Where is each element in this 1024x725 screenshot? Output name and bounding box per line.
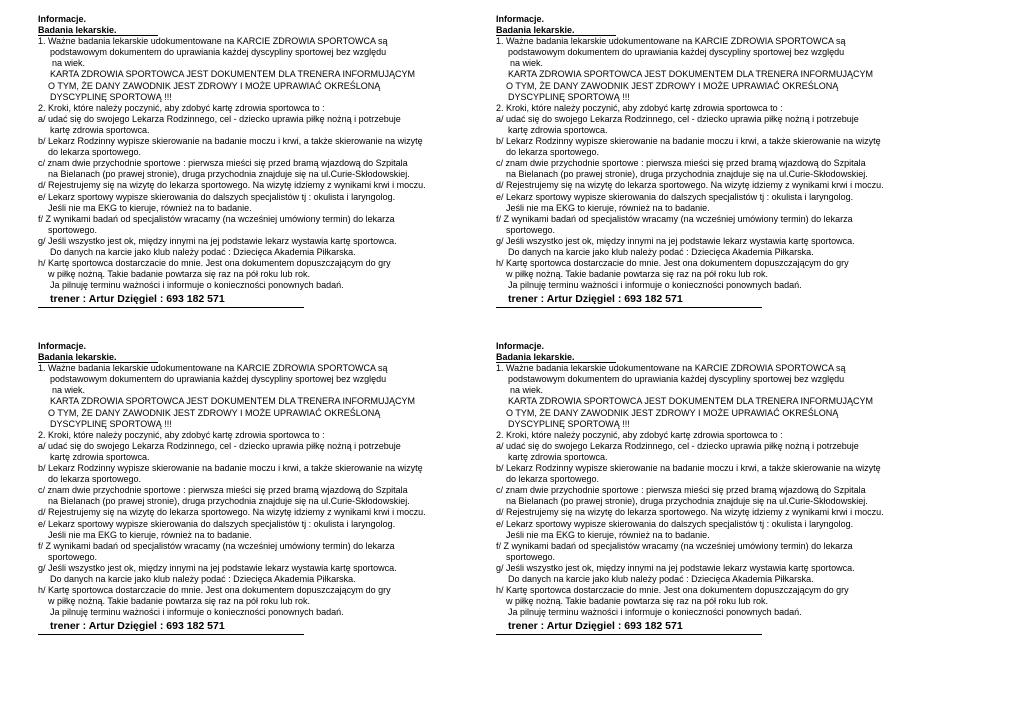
doc-line: w piłkę nożną. Takie badanie powtarza się raz na pół roku lub rok. — [506, 269, 768, 280]
doc-line: na Bielanach (po prawej stronie), druga przychodnia znajduje się na ul.Curie-Skłodowskiej. — [48, 169, 410, 180]
doc-line: w piłkę nożną. Takie badanie powtarza się raz na pół roku lub rok. — [48, 596, 310, 607]
doc-line: Ja pilnuję terminu ważności i informuje o konieczności ponownych badań. — [50, 607, 344, 618]
doc-line: O TYM, ŻE DANY ZAWODNIK JEST ZDROWY I MOŻE UPRAWIAĆ OKREŚLONĄ — [48, 407, 381, 418]
doc-line: na Bielanach (po prawej stronie), druga przychodnia znajduje się na ul.Curie-Skłodowskiej. — [506, 496, 868, 507]
doc-line: h/ Kartę sportowca dostarczacie do mnie. Jest ona dokumentem dopuszczającym do gry — [38, 585, 391, 596]
doc-subtitle: Badania lekarskie. — [38, 352, 158, 363]
doc-line: h/ Kartę sportowca dostarczacie do mnie. Jest ona dokumentem dopuszczającym do gry — [496, 585, 849, 596]
doc-line: na wiek. — [510, 385, 544, 396]
doc-line: sportowego. — [48, 224, 98, 235]
doc-line: sportowego. — [506, 551, 556, 562]
doc-line: na Bielanach (po prawej stronie), druga przychodnia znajduje się na ul.Curie-Skłodowskiej. — [506, 169, 868, 180]
doc-line: podstawowym dokumentem do uprawiania każdej dyscypliny sportowej bez względu — [50, 374, 387, 385]
doc-line: g/ Jeśli wszystko jest ok, między innymi na jej podstawie lekarz wystawia kartę sportowca. — [496, 235, 855, 246]
doc-line: sportowego. — [506, 224, 556, 235]
doc-title: Informacje. — [496, 341, 545, 351]
doc-line: DYSCYPLINĘ SPORTOWĄ !!! — [50, 418, 172, 429]
doc-line: d/ Rejestrujemy się na wizytę do lekarza sportowego. Na wizytę idziemy z wynikami krwi i moczu. — [496, 180, 884, 191]
doc-line: DYSCYPLINĘ SPORTOWĄ !!! — [508, 91, 630, 102]
trener-contact: trener : Artur Dzięgiel : 693 182 571 — [50, 620, 225, 633]
doc-line: f/ Z wynikami badań od specjalistów wracamy (na wcześniej umówiony termin) do lekarza — [496, 213, 853, 224]
doc-line: do lekarza sportowego. — [506, 474, 600, 485]
doc-line: Ja pilnuję terminu ważności i informuje o konieczności ponownych badań. — [508, 607, 802, 618]
doc-line: podstawowym dokumentem do uprawiania każdej dyscypliny sportowej bez względu — [508, 374, 845, 385]
doc-line: 1. Ważne badania lekarskie udokumentowane na KARCIE ZDROWIA SPORTOWCA są — [38, 363, 388, 374]
doc-line: Do danych na karcie jako klub należy podać : Dziecięca Akademia Piłkarska. — [508, 246, 814, 257]
doc-line: 1. Ważne badania lekarskie udokumentowane na KARCIE ZDROWIA SPORTOWCA są — [38, 36, 388, 47]
doc-line: e/ Lekarz sportowy wypisze skierowania do dalszych specjalistów tj : okulista i laryngolog. — [38, 518, 396, 529]
info-block-top-left — [38, 14, 488, 308]
doc-line: DYSCYPLINĘ SPORTOWĄ !!! — [508, 418, 630, 429]
trener-contact: trener : Artur Dzięgiel : 693 182 571 — [508, 293, 683, 306]
doc-line: w piłkę nożną. Takie badanie powtarza się raz na pół roku lub rok. — [48, 269, 310, 280]
doc-line: Jeśli nie ma EKG to kieruje, również na to badanie. — [48, 529, 252, 540]
doc-line: a/ udać się do swojego Lekarza Rodzinnego, cel - dziecko uprawia piłkę nożną i potrzebuje — [38, 113, 401, 124]
doc-subtitle: Badania lekarskie. — [38, 25, 158, 36]
trener-contact: trener : Artur Dzięgiel : 693 182 571 — [508, 620, 683, 633]
doc-line: h/ Kartę sportowca dostarczacie do mnie. Jest ona dokumentem dopuszczającym do gry — [496, 258, 849, 269]
doc-line: na Bielanach (po prawej stronie), druga przychodnia znajduje się na ul.Curie-Skłodowskiej. — [48, 496, 410, 507]
doc-line: Do danych na karcie jako klub należy podać : Dziecięca Akademia Piłkarska. — [50, 246, 356, 257]
doc-line: sportowego. — [48, 551, 98, 562]
doc-line: Ja pilnuję terminu ważności i informuje o konieczności ponownych badań. — [508, 280, 802, 291]
doc-line: O TYM, ŻE DANY ZAWODNIK JEST ZDROWY I MOŻE UPRAWIAĆ OKREŚLONĄ — [506, 407, 839, 418]
doc-line: d/ Rejestrujemy się na wizytę do lekarza sportowego. Na wizytę idziemy z wynikami krwi i moczu. — [496, 507, 884, 518]
doc-line: g/ Jeśli wszystko jest ok, między innymi na jej podstawie lekarz wystawia kartę sportowca. — [38, 562, 397, 573]
doc-line: 2. Kroki, które należy poczynić, aby zdobyć kartę zdrowia sportowca to : — [38, 102, 325, 113]
doc-line: na wiek. — [52, 385, 86, 396]
doc-line: a/ udać się do swojego Lekarza Rodzinnego, cel - dziecko uprawia piłkę nożną i potrzebuje — [496, 113, 859, 124]
doc-line: 1. Ważne badania lekarskie udokumentowane na KARCIE ZDROWIA SPORTOWCA są — [496, 36, 846, 47]
doc-line: 1. Ważne badania lekarskie udokumentowane na KARCIE ZDROWIA SPORTOWCA są — [496, 363, 846, 374]
doc-title: Informacje. — [38, 14, 87, 24]
doc-line: na wiek. — [510, 58, 544, 69]
doc-line: 2. Kroki, które należy poczynić, aby zdobyć kartę zdrowia sportowca to : — [496, 102, 783, 113]
doc-line: KARTA ZDROWIA SPORTOWCA JEST DOKUMENTEM DLA TRENERA INFORMUJĄCYM — [50, 396, 416, 407]
doc-line: f/ Z wynikami badań od specjalistów wracamy (na wcześniej umówiony termin) do lekarza — [496, 540, 853, 551]
doc-line: c/ znam dwie przychodnie sportowe : pierwsza mieści się przed bramą wjazdową do Szpitala — [38, 485, 408, 496]
divider-line — [38, 634, 304, 635]
doc-line: 2. Kroki, które należy poczynić, aby zdobyć kartę zdrowia sportowca to : — [496, 429, 783, 440]
doc-line: e/ Lekarz sportowy wypisze skierowania do dalszych specjalistów tj : okulista i laryngolog. — [496, 191, 854, 202]
doc-line: DYSCYPLINĘ SPORTOWĄ !!! — [50, 91, 172, 102]
info-block-bottom-left — [38, 341, 488, 635]
doc-line: do lekarza sportowego. — [506, 147, 600, 158]
doc-line: b/ Lekarz Rodzinny wypisze skierowanie na badanie moczu i krwi, a także skierowanie na wizytę — [496, 136, 881, 147]
doc-line: kartę zdrowia sportowca. — [508, 451, 608, 462]
doc-line: b/ Lekarz Rodzinny wypisze skierowanie na badanie moczu i krwi, a także skierowanie na wizytę — [38, 463, 423, 474]
doc-line: kartę zdrowia sportowca. — [50, 124, 150, 135]
doc-line: KARTA ZDROWIA SPORTOWCA JEST DOKUMENTEM DLA TRENERA INFORMUJĄCYM — [508, 69, 874, 80]
divider-line — [496, 634, 762, 635]
doc-line: podstawowym dokumentem do uprawiania każdej dyscypliny sportowej bez względu — [50, 47, 387, 58]
doc-subtitle: Badania lekarskie. — [496, 25, 616, 36]
doc-subtitle: Badania lekarskie. — [496, 352, 616, 363]
doc-line: Do danych na karcie jako klub należy podać : Dziecięca Akademia Piłkarska. — [50, 573, 356, 584]
doc-line: a/ udać się do swojego Lekarza Rodzinnego, cel - dziecko uprawia piłkę nożną i potrzebuje — [496, 440, 859, 451]
doc-line: f/ Z wynikami badań od specjalistów wracamy (na wcześniej umówiony termin) do lekarza — [38, 213, 395, 224]
doc-line: KARTA ZDROWIA SPORTOWCA JEST DOKUMENTEM DLA TRENERA INFORMUJĄCYM — [50, 69, 416, 80]
doc-line: do lekarza sportowego. — [48, 474, 142, 485]
doc-title: Informacje. — [38, 341, 87, 351]
info-block-top-right — [496, 14, 946, 308]
doc-line: Do danych na karcie jako klub należy podać : Dziecięca Akademia Piłkarska. — [508, 573, 814, 584]
doc-title: Informacje. — [496, 14, 545, 24]
doc-line: h/ Kartę sportowca dostarczacie do mnie. Jest ona dokumentem dopuszczającym do gry — [38, 258, 391, 269]
doc-line: Jeśli nie ma EKG to kieruje, również na to badanie. — [506, 529, 710, 540]
doc-line: d/ Rejestrujemy się na wizytę do lekarza sportowego. Na wizytę idziemy z wynikami krwi i moczu. — [38, 180, 426, 191]
doc-line: na wiek. — [52, 58, 86, 69]
doc-line: g/ Jeśli wszystko jest ok, między innymi na jej podstawie lekarz wystawia kartę sportowca. — [496, 562, 855, 573]
doc-line: c/ znam dwie przychodnie sportowe : pierwsza mieści się przed bramą wjazdową do Szpitala — [496, 485, 866, 496]
trener-contact: trener : Artur Dzięgiel : 693 182 571 — [50, 293, 225, 306]
doc-line: do lekarza sportowego. — [48, 147, 142, 158]
doc-line: 2. Kroki, które należy poczynić, aby zdobyć kartę zdrowia sportowca to : — [38, 429, 325, 440]
divider-line — [38, 307, 304, 308]
doc-line: b/ Lekarz Rodzinny wypisze skierowanie na badanie moczu i krwi, a także skierowanie na wizytę — [496, 463, 881, 474]
doc-line: e/ Lekarz sportowy wypisze skierowania do dalszych specjalistów tj : okulista i laryngolog. — [496, 518, 854, 529]
doc-line: kartę zdrowia sportowca. — [508, 124, 608, 135]
doc-line: kartę zdrowia sportowca. — [50, 451, 150, 462]
doc-line: d/ Rejestrujemy się na wizytę do lekarza sportowego. Na wizytę idziemy z wynikami krwi i moczu. — [38, 507, 426, 518]
doc-line: c/ znam dwie przychodnie sportowe : pierwsza mieści się przed bramą wjazdową do Szpitala — [38, 158, 408, 169]
doc-line: e/ Lekarz sportowy wypisze skierowania do dalszych specjalistów tj : okulista i laryngolog. — [38, 191, 396, 202]
doc-line: O TYM, ŻE DANY ZAWODNIK JEST ZDROWY I MOŻE UPRAWIAĆ OKREŚLONĄ — [506, 80, 839, 91]
doc-line: KARTA ZDROWIA SPORTOWCA JEST DOKUMENTEM DLA TRENERA INFORMUJĄCYM — [508, 396, 874, 407]
doc-line: Jeśli nie ma EKG to kieruje, również na to badanie. — [506, 202, 710, 213]
doc-line: b/ Lekarz Rodzinny wypisze skierowanie na badanie moczu i krwi, a także skierowanie na wizytę — [38, 136, 423, 147]
doc-line: podstawowym dokumentem do uprawiania każdej dyscypliny sportowej bez względu — [508, 47, 845, 58]
doc-line: f/ Z wynikami badań od specjalistów wracamy (na wcześniej umówiony termin) do lekarza — [38, 540, 395, 551]
doc-line: O TYM, ŻE DANY ZAWODNIK JEST ZDROWY I MOŻE UPRAWIAĆ OKREŚLONĄ — [48, 80, 381, 91]
doc-line: c/ znam dwie przychodnie sportowe : pierwsza mieści się przed bramą wjazdową do Szpitala — [496, 158, 866, 169]
doc-line: a/ udać się do swojego Lekarza Rodzinnego, cel - dziecko uprawia piłkę nożną i potrzebuje — [38, 440, 401, 451]
info-block-bottom-right — [496, 341, 946, 635]
divider-line — [496, 307, 762, 308]
doc-line: g/ Jeśli wszystko jest ok, między innymi na jej podstawie lekarz wystawia kartę sportowca. — [38, 235, 397, 246]
doc-line: w piłkę nożną. Takie badanie powtarza się raz na pół roku lub rok. — [506, 596, 768, 607]
doc-line: Jeśli nie ma EKG to kieruje, również na to badanie. — [48, 202, 252, 213]
doc-line: Ja pilnuję terminu ważności i informuje o konieczności ponownych badań. — [50, 280, 344, 291]
